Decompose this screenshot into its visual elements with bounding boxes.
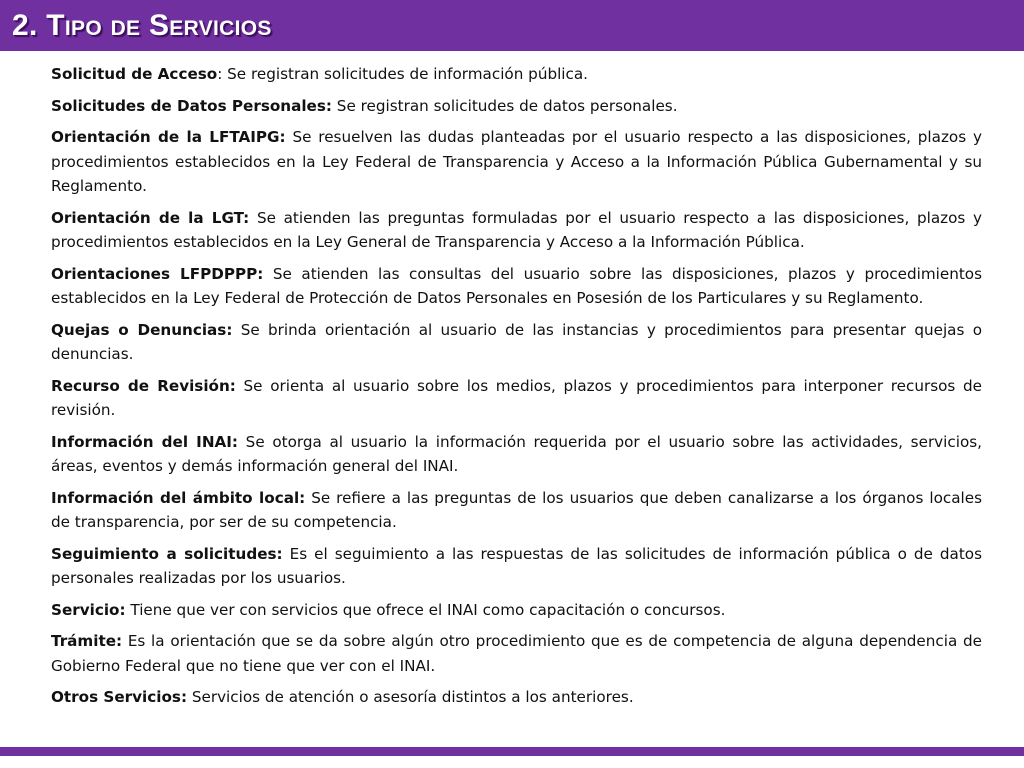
service-term: Seguimiento a solicitudes: — [51, 544, 283, 563]
service-description: Se registran solicitudes de datos personales. — [331, 96, 678, 115]
service-term: Trámite: — [51, 632, 123, 650]
bottom-bar — [0, 747, 1024, 756]
service-item — [51, 486, 982, 535]
service-item — [51, 318, 982, 367]
service-term: Solicitudes de Datos Personales: — [51, 96, 332, 115]
service-term: Servicio: — [51, 600, 126, 619]
service-description: Se otorga al usuario la información requerida por el usuario sobre las actividades, servicios, áreas, eventos y demás información general del INAI. — [51, 432, 982, 475]
service-item — [51, 62, 982, 87]
service-term: Orientación de la LGT: — [51, 208, 250, 227]
service-description: Se registran solicitudes de información pública. — [222, 65, 589, 83]
service-description: Se orienta al usuario sobre los medios, plazos y procedimientos para interponer recursos de revisión. — [51, 376, 982, 419]
service-description: Se atienden las preguntas formuladas por el usuario respecto a las disposiciones, plazos y procedimientos establecidos en la Ley General de Transparencia y Acceso a la Información Pública. — [51, 208, 983, 251]
service-term: Quejas o Denuncias: — [51, 320, 233, 339]
service-description: Es la orientación que se da sobre algún otro procedimiento que es de competencia de alguna dependencia de Gobierno Federal que no tiene que ver con el INAI. — [51, 632, 982, 675]
service-description: Tiene que ver con servicios que ofrece el INAI como capacitación o concursos. — [125, 600, 726, 619]
service-item — [51, 598, 982, 623]
service-description: Es el seguimiento a las respuestas de las solicitudes de información pública o de datos personales realizadas por los usuarios. — [51, 544, 982, 587]
service-term: Información del ámbito local: — [51, 488, 306, 507]
service-list — [51, 62, 982, 717]
service-description: Se atienden las consultas del usuario sobre las disposiciones, plazos y procedimientos establecidos en la Ley Federal de Protección de Datos Personales en Posesión de los Particulares y su Reglamento. — [51, 264, 982, 307]
service-term: Orientaciones LFPDPPP: — [51, 264, 264, 283]
service-description: Se refiere a las preguntas de los usuarios que deben canalizarse a los órganos locales de transparencia, por ser de su competencia. — [51, 488, 982, 531]
service-description: Se brinda orientación al usuario de las instancias y procedimientos para presentar quejas o denuncias. — [51, 320, 982, 363]
service-item — [51, 629, 982, 678]
service-item — [51, 262, 982, 311]
service-item — [51, 430, 982, 479]
service-item — [51, 685, 982, 710]
service-item — [51, 125, 982, 199]
slide-title: 2. Tipo de Servicios — [12, 9, 272, 42]
service-description: Se resuelven las dudas planteadas por el usuario respecto a las disposiciones, plazos y procedimientos establecidos en la Ley Federal de Transparencia y Acceso a la Información Pública Gubernamental y su Reglamento. — [51, 128, 982, 195]
service-separator: : — [217, 65, 223, 83]
service-item — [51, 206, 982, 255]
service-item — [51, 94, 982, 119]
service-term: Solicitud de Acceso — [51, 65, 218, 83]
service-term: Otros Servicios: — [51, 688, 188, 706]
service-term: Orientación de la LFTAIPG: — [51, 128, 286, 146]
service-item — [51, 374, 982, 423]
service-description: Servicios de atención o asesoría distintos a los anteriores. — [187, 688, 634, 706]
title-bar — [0, 0, 1024, 51]
service-term: Recurso de Revisión: — [51, 376, 236, 395]
service-term: Información del INAI: — [51, 432, 239, 451]
service-item — [51, 542, 982, 591]
